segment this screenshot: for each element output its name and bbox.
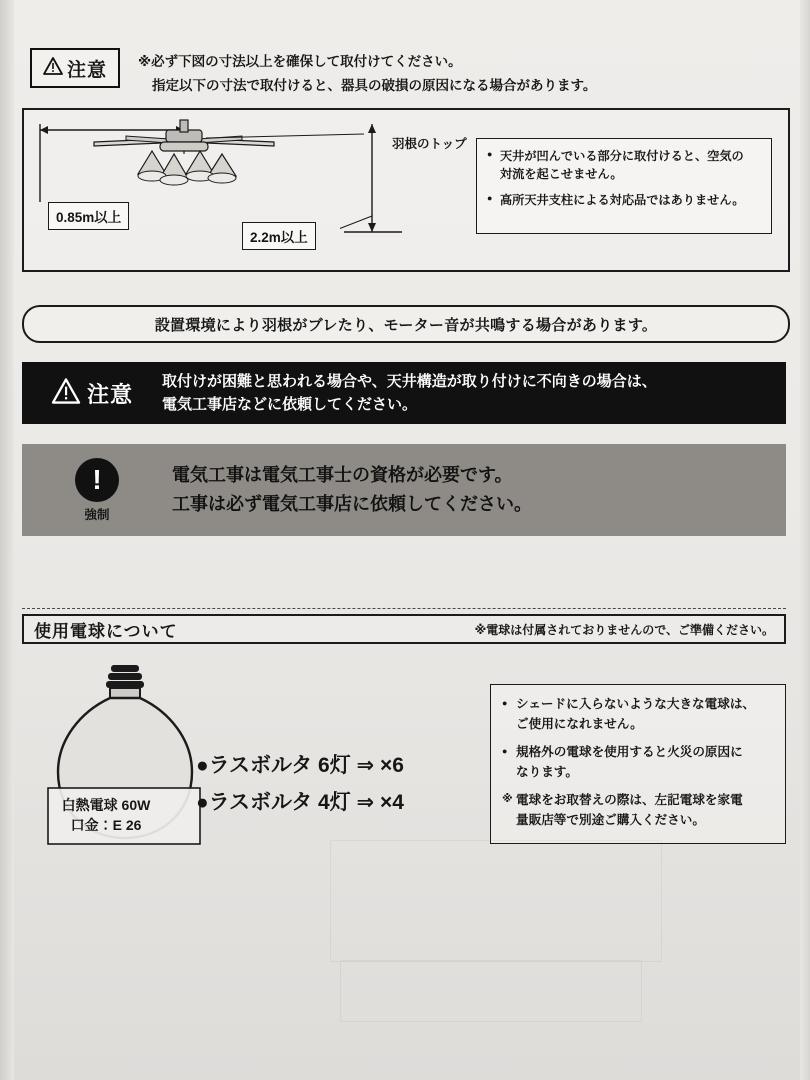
diagram-note-1 bbox=[487, 147, 761, 184]
bulb-spec-line1: 白熱電球 60W bbox=[61, 797, 151, 813]
bulb-note-3-line2: 量販店等で別途ご購入ください。 bbox=[516, 812, 705, 827]
blade-top-label: 羽根のトップ bbox=[392, 137, 467, 151]
caution-banner-line1: 取付けが困難と思われる場合や、天井構造が取り付けに不向きの場合は、 bbox=[162, 372, 657, 390]
caution-label-top: 注意 bbox=[66, 59, 107, 81]
mandatory-caption: 強制 bbox=[84, 507, 110, 522]
bulb-model-list bbox=[196, 748, 404, 822]
caution-banner-line2: 電気工事店などに依頼してください。 bbox=[162, 396, 418, 413]
dimension-vertical-label: 2.2m以上 bbox=[242, 222, 316, 250]
top-caution-note-line2: 指定以下の寸法で取付けると、器具の破損の原因になる場合があります。 bbox=[152, 77, 597, 93]
caution-banner-black bbox=[22, 362, 786, 424]
bulb-note-1 bbox=[502, 695, 774, 734]
mandatory-text bbox=[172, 461, 532, 519]
top-caution-note bbox=[138, 50, 778, 97]
warning-triangle-icon bbox=[51, 378, 81, 409]
bulb-note-2 bbox=[502, 743, 774, 782]
bulb-note-3-line1: ※ 電球をお取替えの際は、左記電球を家電 bbox=[516, 793, 743, 808]
bulb-section-title: 使用電球について bbox=[34, 621, 178, 641]
vibration-note: 設置環境により羽根がブレたり、モーター音が共鳴する場合があります。 bbox=[22, 305, 790, 343]
caution-banner-label: 注意 bbox=[86, 381, 133, 407]
bulb-model-item: ●ラスボルタ 4灯 ⇒ ×4 bbox=[196, 790, 404, 814]
diagram-note-1-line2: 対流を起こせません。 bbox=[500, 167, 623, 182]
top-caution-note-line1: ※必ず下図の寸法以上を確保して取付けてください。 bbox=[138, 54, 462, 69]
section-divider bbox=[22, 608, 786, 609]
bulb-notes-box bbox=[490, 684, 786, 844]
mandatory-line2: 工事は必ず電気工事店に依頼してください。 bbox=[172, 494, 532, 514]
diagram-notes-box bbox=[476, 138, 772, 234]
diagram-note-1-line1: ● 天井が凹んでいる部分に取付けると、空気の bbox=[500, 149, 744, 163]
bulb-model-item: ●ラスボルタ 6灯 ⇒ ×6 bbox=[196, 754, 404, 777]
bulb-spec-caption bbox=[42, 795, 170, 836]
clearance-diagram bbox=[22, 108, 790, 272]
bulb-note-3 bbox=[502, 791, 774, 830]
bulb-section-header bbox=[22, 614, 786, 644]
mandatory-line1: 電気工事は電気工事士の資格が必要です。 bbox=[172, 465, 513, 486]
bulb-section-subtitle: ※電球は付属されておりませんので、ご準備ください。 bbox=[474, 622, 774, 637]
bulb-note-2-line2: なります。 bbox=[516, 764, 578, 779]
warning-triangle-icon bbox=[43, 57, 63, 80]
caution-banner-text bbox=[162, 370, 657, 417]
diagram-note-2-line1: ● 高所天井支柱による対応品ではありません。 bbox=[500, 192, 745, 207]
caution-badge-top bbox=[30, 48, 120, 88]
mandatory-badge bbox=[22, 458, 172, 523]
caution-banner-badge bbox=[22, 378, 162, 409]
bulb-note-2-line1: ● 規格外の電球を使用すると火災の原因に bbox=[516, 745, 743, 760]
dimension-horizontal-label: 0.85m以上 bbox=[48, 202, 129, 230]
bulb-note-1-line1: ● シェードに入らないような大きな電球は、 bbox=[516, 697, 756, 711]
mandatory-banner bbox=[22, 444, 786, 536]
exclamation-circle-icon: ! bbox=[75, 458, 119, 502]
bulb-spec-line2: 口金：E 26 bbox=[70, 817, 142, 834]
bulb-note-1-line2: ご使用になれません。 bbox=[516, 716, 643, 731]
diagram-note-2 bbox=[487, 191, 761, 209]
